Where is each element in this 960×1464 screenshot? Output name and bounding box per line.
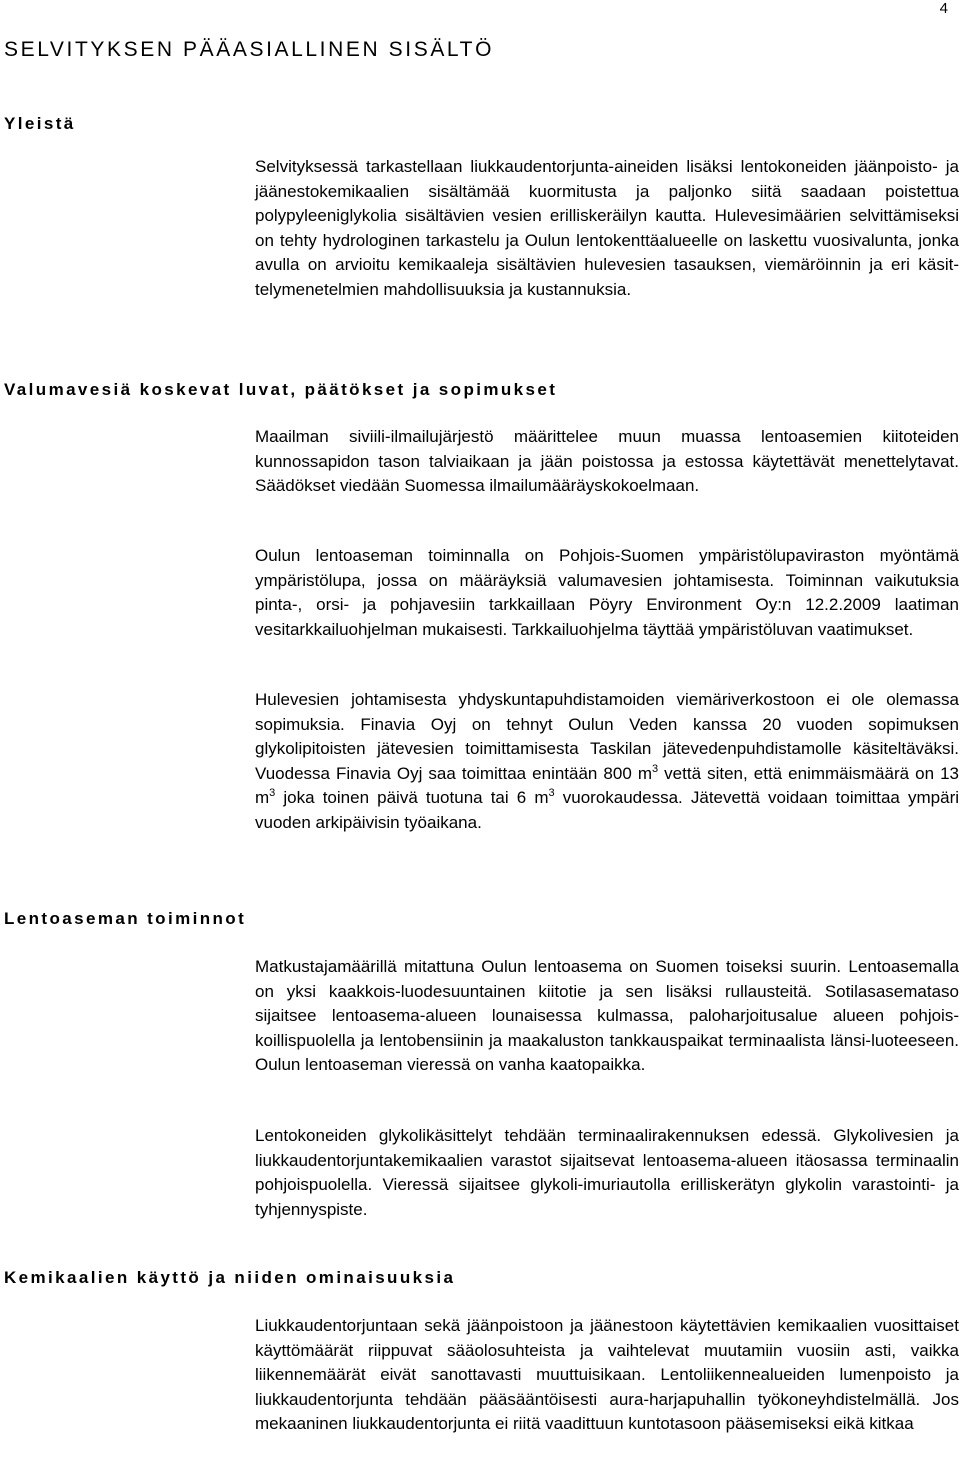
section-heading-yleista: Yleistä bbox=[4, 114, 76, 133]
section-heading-luvat: Valumavesiä koskevat luvat, päätökset ja sopimukset bbox=[4, 380, 558, 399]
paragraph-toiminnot-2: Lentokoneiden glykolikäsittelyt tehdään terminaalirakennuksen edessä. Glykolivesien ja liukkaudentorjuntakemikaalien varastot sijaitsevat lentoasema-alueen itäosassa terminaalin pohjoispuolella. Vieressä sijaitsee glykoli-imuriautolla erilliskerätyn glykolin varastointi- ja tyhjennyspiste. bbox=[255, 1126, 959, 1219]
paragraph-luvat-3: Hulevesien johtamisesta yhdyskuntapuhdistamoiden viemäriverkostoon ei ole olemassa sopimuksia. Finavia Oyj on tehnyt Oulun Veden kanssa 20 vuoden sopimuksen glykolipitoisten jätevesien toimittamisesta Taskilan jätevedenpuhdistamolle käsiteltäväksi. Vuodessa Finavia Oyj saa toimittaa enintään 800 $m^3$ vettä siten, että enimmäismäärä on 13 $m^3$ joka toinen päivä tuotuna tai 6 $m^3$ vuorokaudessa. Jätevettä voidaan toimittaa ympäri vuoden arkipäivisin työaikana. bbox=[255, 690, 960, 832]
section-heading-kemikaalit: Kemikaalien käyttö ja niiden ominaisuuksia bbox=[4, 1268, 456, 1287]
paragraph-toiminnot-1: Matkustajamäärillä mitattuna Oulun lentoasema on Suomen toiseksi suurin. Lentoasemalla on yksi kaakkois-luodesuuntainen kiitotie ja sen lisäksi rullausteitä. Sotilasasemataso sijaitsee lentoasema-alueen lounaisessa kulmassa, paloharjoitusalue alueen pohjois-koillispuolella ja lentobensiinin ja maakaluston tankkauspaikat terminaalista länsi-luoteeseen. Oulun lentoaseman vieressä on vanha kaatopaikka. bbox=[255, 957, 959, 1075]
paragraph-luvat-2: Oulun lentoaseman toiminnalla on Pohjois-Suomen ympäristölupaviraston myöntämä ympäristölupa, jossa on määräyksiä valumavesien johtamisesta. Toiminnan vaikutuksia pinta-, orsi- ja pohjavesiin tarkkaillaan Pöyry Environment Oy:n 12.2.2009 laatiman vesitarkkailuohjelman mukaisesti. Tarkkailuohjelma täyttää ympäristöluvan vaatimukset. bbox=[255, 546, 959, 639]
section-heading-toiminnot: Lentoaseman toiminnot bbox=[4, 909, 247, 928]
paragraph-luvat-1: Maailman siviili-ilmailujärjestö määrittelee muun muassa lentoasemien kiitoteiden kunnossapidon tason talviaikaan ja jään poistossa ja estossa käytettävät menettelytavat. Säädökset viedään Suomessa ilmailumääräyskokoelmaan. bbox=[255, 427, 959, 496]
page-title: SELVITYKSEN PÄÄASIALLINEN SISÄLTÖ bbox=[4, 38, 495, 61]
paragraph-kemikaalit-1: Liukkaudentorjuntaan sekä jäänpoistoon ja jäänestoon käytettävien kemikaalien vuosittaiset käyttömäärät riippuvat sääolosuhteista ja vaihtelevat muutamiin vuosiin asti, vaikka liikennemäärät eivät sanottavasti muuttuisikaan. Lentoliikennealueiden lumenpoisto ja liukkaudentorjunta tehdään pääsääntöisesti aura-harjapuhallin työkoneyhdistelmällä. Jos mekaaninen liukkaudentorjunta ei riitä vaadittuun kuntotasoon pääsemiseksi eikä kitkaa bbox=[255, 1316, 959, 1434]
paragraph-yleista: Selvityksessä tarkastellaan liukkaudentorjunta-aineiden lisäksi lentokoneiden jäänpoisto- ja jäänestokemikaalien sisältämää kuormitusta ja paljonko siitä saadaan poistettua polypyleeniglykolia sisältävien vesien erilliskeräilyn kautta. Hulevesimäärien selvittämiseksi on tehty hydrologinen tarkastelu ja Oulun lentokenttäalueelle on laskettu vuosivalunta, jonka avulla on arvioitu kemikaaleja sisältävien hulevesien tasauksen, viemäröinnin ja eri käsittelymenetelmien mahdollisuuksia ja kustannuksia. bbox=[255, 157, 959, 299]
page-number: 4 bbox=[939, 0, 948, 17]
